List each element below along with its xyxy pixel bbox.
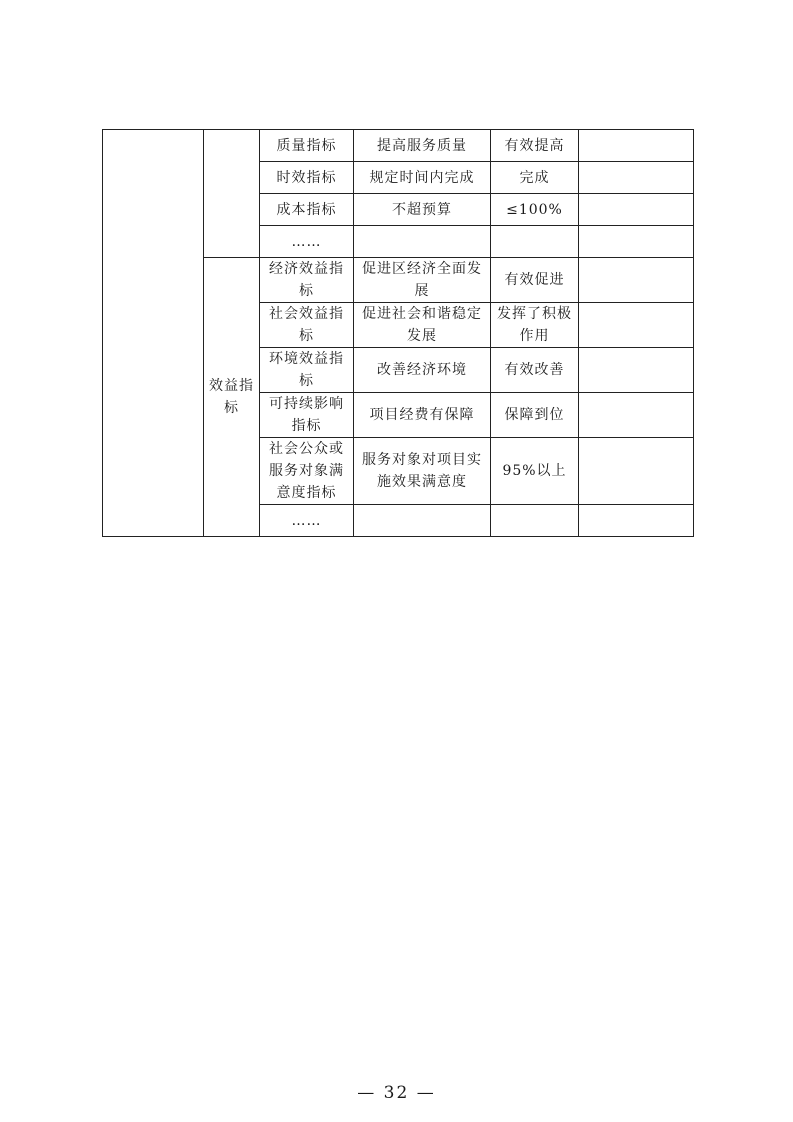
indicator-cell: 时效指标	[260, 162, 354, 194]
extra-cell	[579, 505, 694, 537]
table-row	[103, 130, 694, 162]
content-cell: 促进社会和谐稳定发展	[354, 303, 491, 348]
indicator-cell: 可持续影响指标	[260, 393, 354, 438]
indicator-cell: ……	[260, 505, 354, 537]
indicator-cell: 社会公众或服务对象满意度指标	[260, 438, 354, 505]
extra-cell	[579, 393, 694, 438]
output-group-cell	[204, 130, 260, 258]
page-number: — 32 —	[357, 1083, 436, 1103]
content-cell: 服务对象对项目实施效果满意度	[354, 438, 491, 505]
target-cell: 完成	[491, 162, 579, 194]
performance-indicator-table	[102, 129, 694, 537]
target-cell	[491, 505, 579, 537]
content-cell	[354, 505, 491, 537]
target-cell: 发挥了积极作用	[491, 303, 579, 348]
indicator-cell: 质量指标	[260, 130, 354, 162]
target-cell	[491, 226, 579, 258]
extra-cell	[579, 162, 694, 194]
target-cell: 有效促进	[491, 258, 579, 303]
extra-cell	[579, 130, 694, 162]
indicator-cell: 环境效益指标	[260, 348, 354, 393]
content-cell	[354, 226, 491, 258]
extra-cell	[579, 438, 694, 505]
content-cell: 提高服务质量	[354, 130, 491, 162]
content-cell: 改善经济环境	[354, 348, 491, 393]
indicator-cell: 经济效益指标	[260, 258, 354, 303]
extra-cell	[579, 194, 694, 226]
indicator-cell: 成本指标	[260, 194, 354, 226]
outer-group-cell	[103, 130, 204, 537]
target-cell: 95%以上	[491, 438, 579, 505]
content-cell: 规定时间内完成	[354, 162, 491, 194]
extra-cell	[579, 226, 694, 258]
target-cell: ≤100%	[491, 194, 579, 226]
target-cell: 有效提高	[491, 130, 579, 162]
extra-cell	[579, 258, 694, 303]
target-cell: 保障到位	[491, 393, 579, 438]
indicator-cell: ……	[260, 226, 354, 258]
extra-cell	[579, 348, 694, 393]
benefit-group-label: 效益指标	[204, 258, 260, 537]
content-cell: 不超预算	[354, 194, 491, 226]
indicator-cell: 社会效益指标	[260, 303, 354, 348]
target-cell: 有效改善	[491, 348, 579, 393]
content-cell: 项目经费有保障	[354, 393, 491, 438]
content-cell: 促进区经济全面发展	[354, 258, 491, 303]
extra-cell	[579, 303, 694, 348]
